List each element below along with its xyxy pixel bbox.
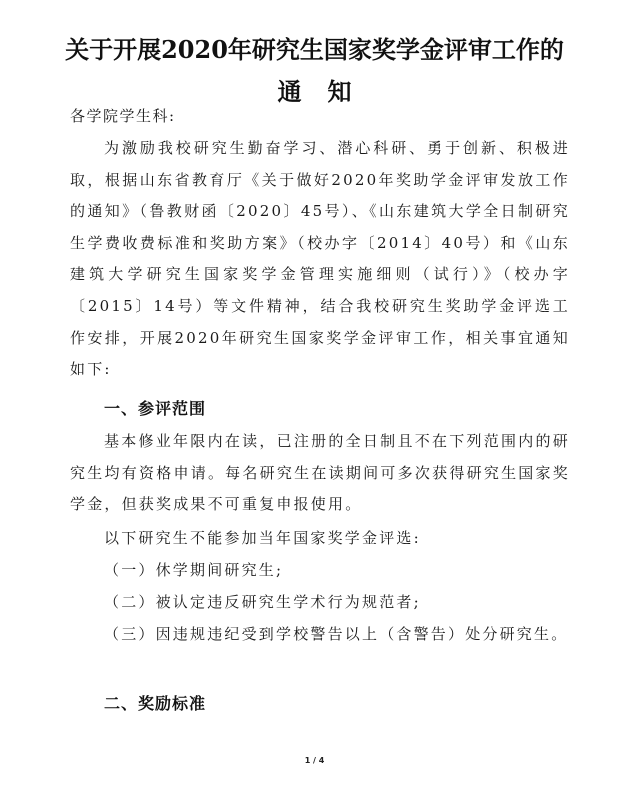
section-heading-reward: 二、奖励标准 [104, 694, 207, 713]
scope-paragraph: 基本修业年限内在读，已注册的全日制且不在下列范围内的研究生均有资格申请。每名研究生在读期间可多次获得研究生国家奖学金，但获奖成果不可重复申报使用。 [70, 432, 570, 514]
document-title-line1: 关于开展2020年研究生国家奖学金评审工作的 [65, 35, 564, 64]
section-heading-scope: 一、参评范围 [104, 399, 207, 418]
exclusion-item: （一）休学期间研究生; [104, 561, 284, 579]
exclusion-item: （二）被认定违反研究生学术行为规范者; [104, 593, 421, 611]
exclusion-intro: 以下研究生不能参加当年国家奖学金评选: [104, 529, 421, 547]
exclusion-item: （三）因违规违纪受到学校警告以上（含警告）处分研究生。 [104, 625, 569, 643]
page-indicator: 1 / 4 [304, 756, 325, 765]
document-title-line2: 通知 [277, 77, 378, 106]
intro-paragraph: 为激励我校研究生勤奋学习、潜心科研、勇于创新、积极进取，根据山东省教育厅《关于做好2020年奖助学金评审发放工作的通知》（鲁教财函〔2020〕45号）、《山东建筑大学全日制研究生学费收费标准和奖助方案》（校办字〔2014〕40号）和《山东建筑大学研究生国家奖学金管理实施细则（试行）》（校办字〔2015〕14号）等文件精神，结合我校研究生奖助学金评选工作安排，开展2020年研究生国家奖学金评审工作，相关事宜通知如下: [70, 139, 570, 379]
salutation: 各学院学生科: [70, 107, 176, 125]
